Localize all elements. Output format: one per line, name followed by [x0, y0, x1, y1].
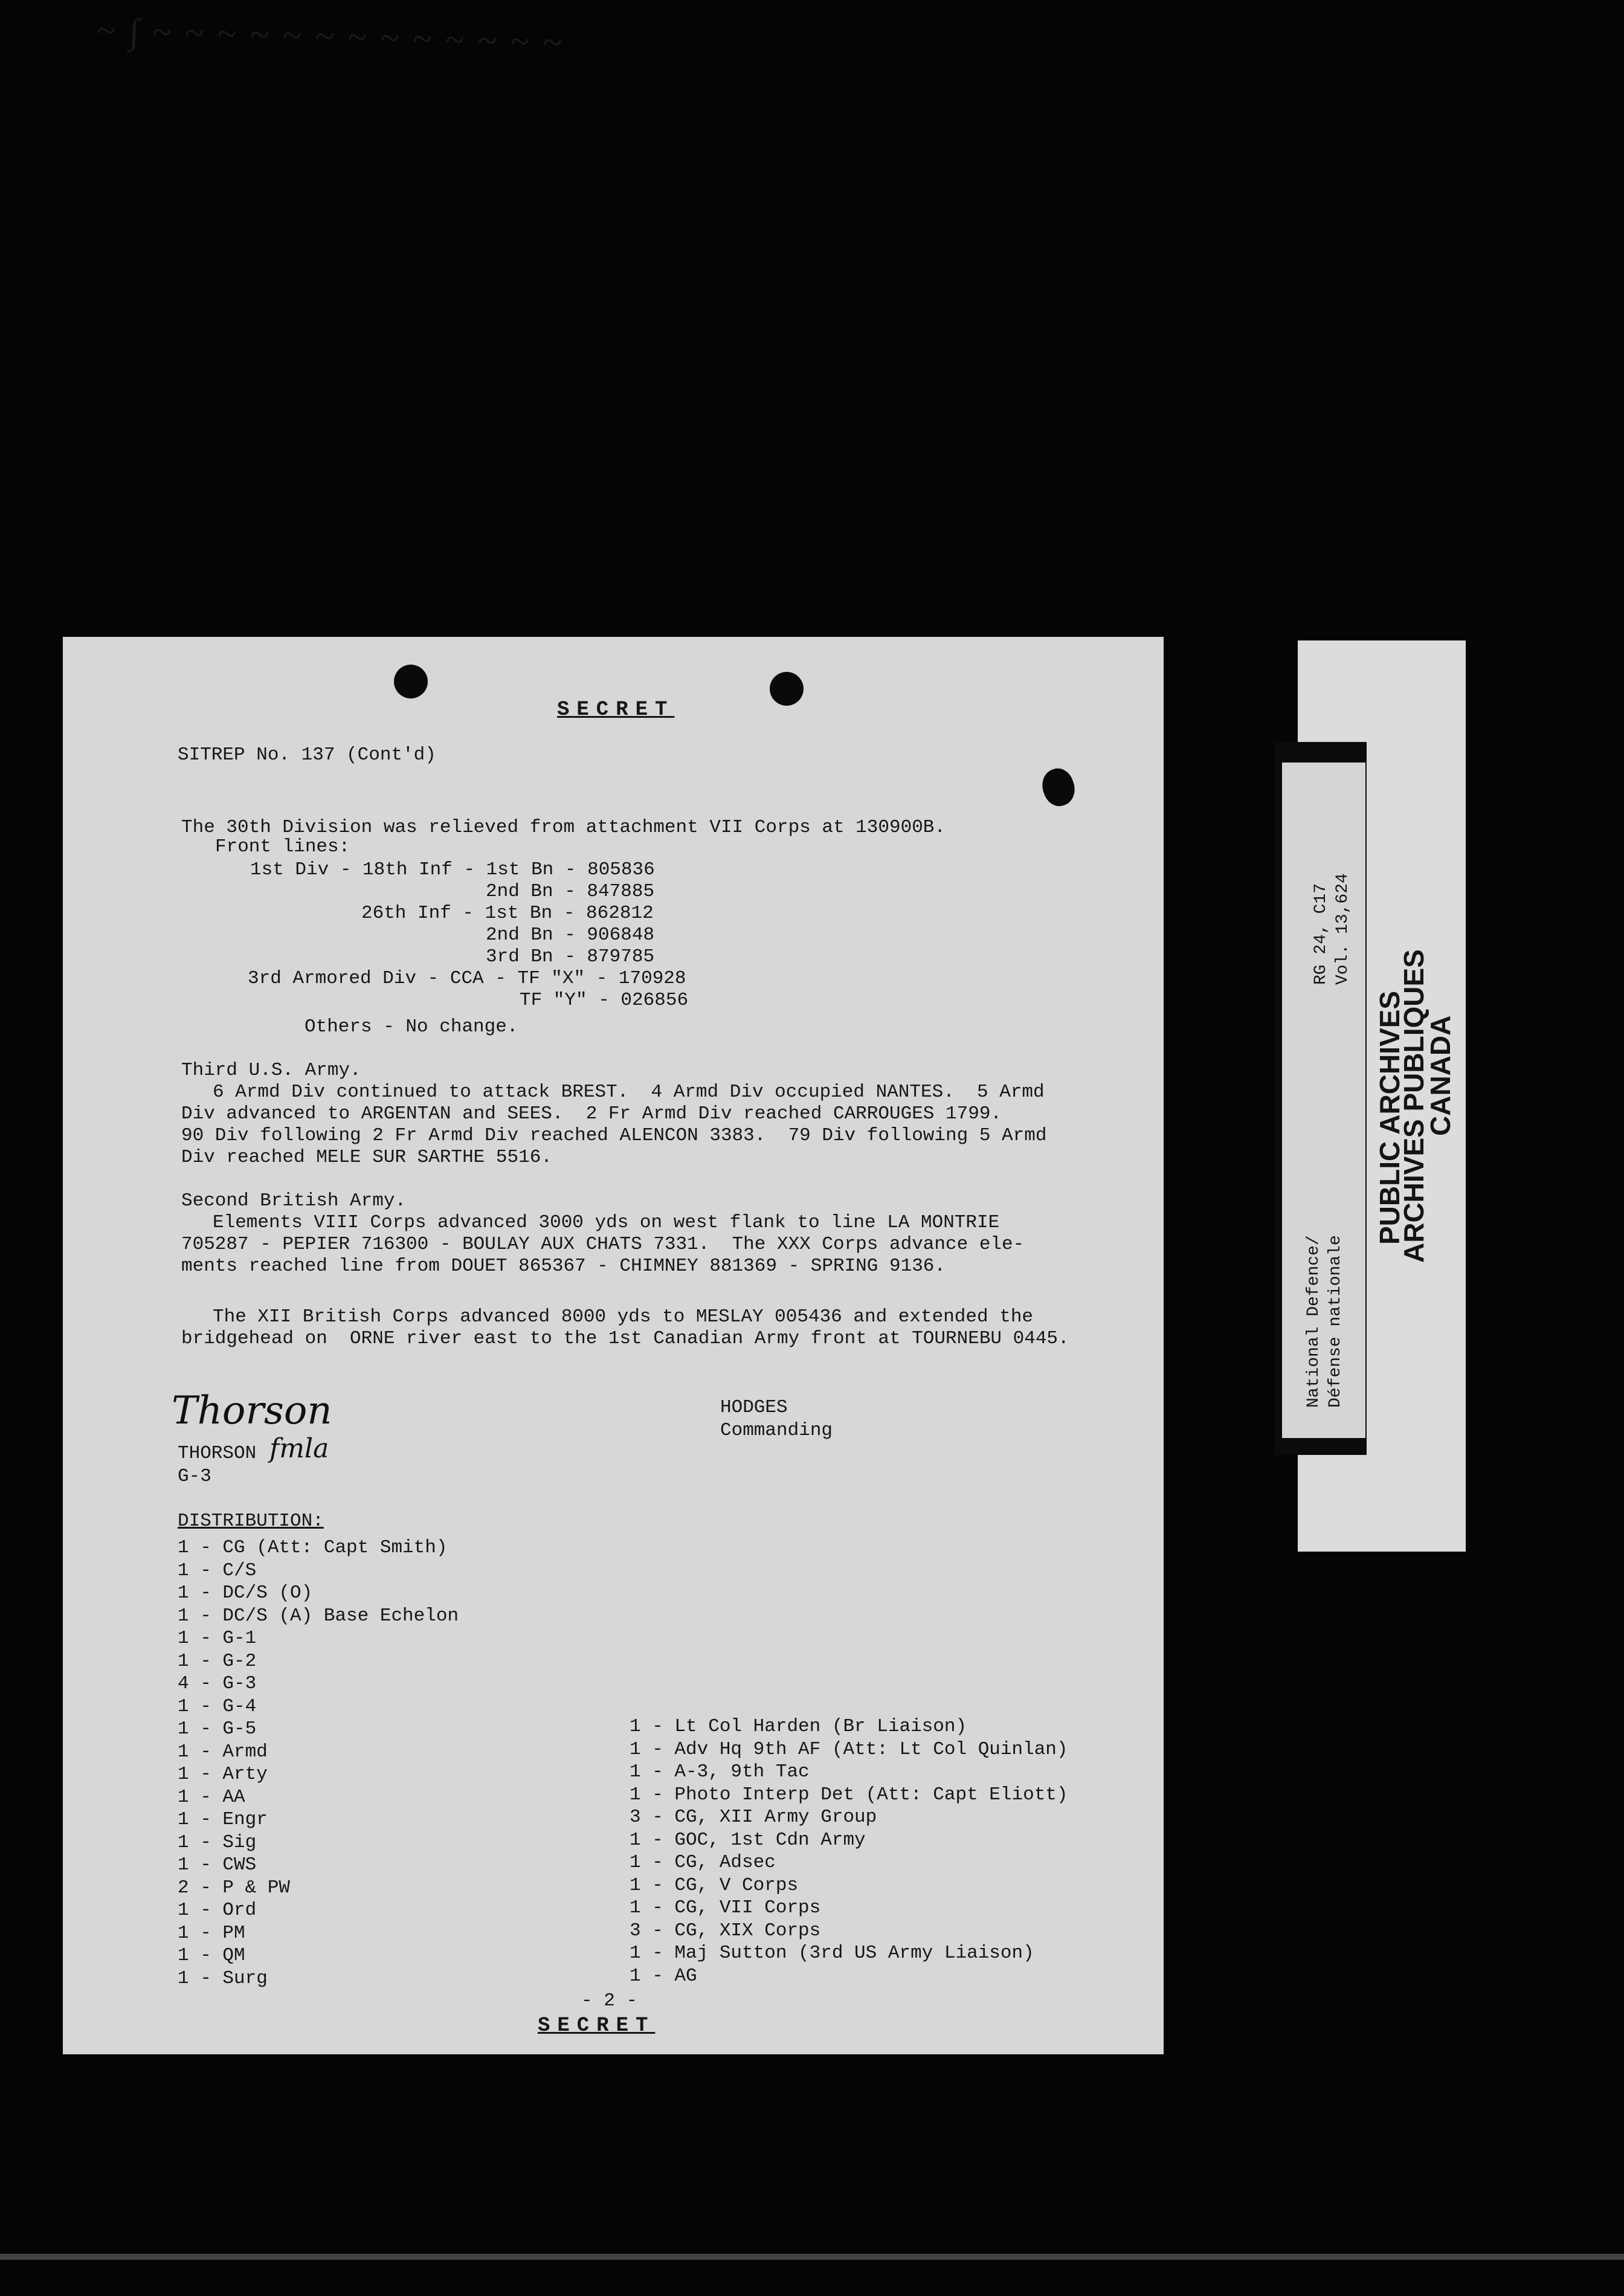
distribution-item: 1 - G-4 — [178, 1695, 257, 1717]
signer-title: G-3 — [178, 1466, 211, 1487]
ink-blot — [1037, 764, 1080, 810]
background-ghost-text: ~ ∫ ~ ~ ~ ~ ~ ~ ~ ~ ~ ~ ~ ~ ~ — [96, 10, 566, 62]
front-line-row: 26th Inf - 1st Bn - 862812 — [361, 903, 654, 924]
distribution-item: 1 - Arty — [178, 1764, 268, 1785]
distribution-item: 1 - Engr — [178, 1809, 268, 1830]
archive-title-line1: PUBLIC ARCHIVES — [1374, 991, 1405, 1245]
second-british-line: bridgehead on ORNE river east to the 1st Canadian Army front at TOURNEBU 0445. — [181, 1328, 1069, 1349]
document-page — [63, 637, 1164, 2054]
distribution-item: 1 - C/S — [178, 1559, 257, 1581]
distribution-item: 3 - CG, XIX Corps — [630, 1920, 821, 1941]
archive-reference-rg: RG 24, C17 — [1312, 883, 1330, 985]
second-british-line: Elements VIII Corps advanced 3000 yds on west flank to line LA MONTRIE — [213, 1212, 1000, 1233]
punch-hole-left — [394, 665, 428, 698]
distribution-item: 2 - P & PW — [178, 1877, 291, 1898]
distribution-item: 1 - A-3, 9th Tac — [630, 1761, 810, 1782]
front-lines-intro: The 30th Division was relieved from attachment VII Corps at 130900B. — [181, 817, 946, 838]
archive-department-en: National Defence/ — [1304, 1235, 1323, 1408]
front-line-row: 3rd Bn - 879785 — [486, 946, 655, 967]
signer-name: THORSON — [178, 1443, 257, 1464]
distribution-item: 1 - Surg — [178, 1967, 268, 1989]
distribution-item: 1 - CG, VII Corps — [630, 1897, 821, 1918]
third-army-line: Div advanced to ARGENTAN and SEES. 2 Fr Armd Div reached CARROUGES 1799. — [181, 1103, 1002, 1124]
third-army-line: 6 Armd Div continued to attack BREST. 4 Armd Div occupied NANTES. 5 Armd — [213, 1082, 1045, 1103]
distribution-item: 1 - Maj Sutton (3rd US Army Liaison) — [630, 1943, 1034, 1964]
distribution-item: 1 - G-2 — [178, 1650, 257, 1672]
punch-hole-right — [770, 672, 804, 706]
distribution-heading: DISTRIBUTION: — [178, 1511, 324, 1532]
distribution-item: 1 - Lt Col Harden (Br Liaison) — [630, 1716, 967, 1737]
distribution-item: 1 - CG, Adsec — [630, 1852, 776, 1873]
sitrep-number: SITREP No. 137 (Cont'd) — [178, 744, 436, 766]
distribution-item: 1 - Sig — [178, 1831, 257, 1853]
front-line-row: Others - No change. — [304, 1016, 518, 1037]
front-line-row: 3rd Armored Div - CCA - TF "X" - 170928 — [248, 968, 686, 989]
distribution-item: 1 - CG, V Corps — [630, 1874, 799, 1896]
distribution-item: 1 - PM — [178, 1922, 245, 1944]
distribution-item: 1 - DC/S (A) Base Echelon — [178, 1605, 459, 1627]
front-line-row: 1st Div - 18th Inf - 1st Bn - 805836 — [250, 859, 655, 880]
distribution-item: 1 - G-5 — [178, 1718, 257, 1740]
distribution-item: 1 - G-1 — [178, 1628, 257, 1649]
third-army-heading: Third U.S. Army. — [181, 1060, 361, 1081]
distribution-item: 1 - DC/S (O) — [178, 1582, 313, 1604]
distribution-item: 4 - G-3 — [178, 1673, 257, 1694]
front-lines-heading: Front lines: — [215, 836, 350, 857]
scan-edge-strip — [0, 2254, 1624, 2260]
footer-classification: SECRET — [538, 2014, 656, 2037]
front-line-row: TF "Y" - 026856 — [520, 990, 689, 1011]
commander-title: Commanding — [720, 1420, 833, 1441]
third-army-line: Div reached MELE SUR SARTHE 5516. — [181, 1147, 552, 1168]
second-british-line: 705287 - PEPIER 716300 - BOULAY AUX CHATS 7331. The XXX Corps advance ele- — [181, 1234, 1025, 1255]
handwritten-initials: fmla — [269, 1433, 329, 1464]
archive-title-line3: CANADA — [1425, 1015, 1456, 1136]
second-british-line: ments reached line from DOUET 865367 - CHIMNEY 881369 - SPRING 9136. — [181, 1256, 946, 1277]
third-army-line: 90 Div following 2 Fr Armd Div reached ALENCON 3383. 79 Div following 5 Armd — [181, 1125, 1047, 1146]
second-british-heading: Second British Army. — [181, 1190, 407, 1211]
front-line-row: 2nd Bn - 906848 — [486, 924, 655, 946]
page-number: - 2 - — [581, 1990, 638, 2011]
distribution-item: 1 - Ord — [178, 1900, 257, 1921]
second-british-line: The XII British Corps advanced 8000 yds to MESLAY 005436 and extended the — [213, 1306, 1034, 1327]
distribution-item: 1 - Armd — [178, 1741, 268, 1762]
distribution-item: 1 - Photo Interp Det (Att: Capt Eliott) — [630, 1784, 1068, 1805]
header-classification: SECRET — [557, 698, 675, 721]
distribution-item: 3 - CG, XII Army Group — [630, 1807, 877, 1828]
handwritten-signature: Thorson — [172, 1388, 332, 1433]
distribution-item: 1 - AA — [178, 1786, 245, 1808]
distribution-item: 1 - Adv Hq 9th AF (Att: Lt Col Quinlan) — [630, 1738, 1068, 1760]
distribution-item: 1 - QM — [178, 1945, 245, 1966]
archive-title-line2: ARCHIVES PUBLIQUES — [1398, 949, 1429, 1263]
distribution-item: 1 - GOC, 1st Cdn Army — [630, 1829, 866, 1851]
distribution-item: 1 - CWS — [178, 1854, 257, 1875]
archive-reference-vol: Vol. 13,624 — [1333, 873, 1352, 985]
distribution-item: 1 - CG (Att: Capt Smith) — [178, 1537, 448, 1558]
front-line-row: 2nd Bn - 847885 — [486, 881, 655, 902]
commander-name: HODGES — [720, 1397, 788, 1418]
archive-department-fr: Défense nationale — [1326, 1235, 1345, 1408]
distribution-item: 1 - AG — [630, 1965, 697, 1987]
